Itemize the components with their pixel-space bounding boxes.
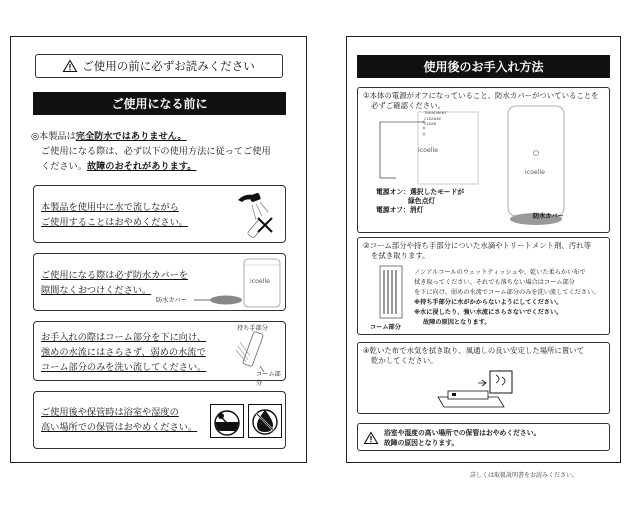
power-on-label: 電源オン：選択したモードが [376,188,465,196]
comb-illustration [372,266,412,322]
warning-icon-small [364,432,378,444]
intro-line1-bold: 完全防水ではありません。 [75,131,187,142]
box3-line1: お手入れの際はコーム部分を下に向け、 [41,332,207,343]
panel-label-clear: CLEAR [424,121,437,126]
power-on-label2: 緑色点灯 [408,197,436,205]
box2-line1: ご使用になる際は必ず防水カバーを [41,270,188,281]
right-page [346,36,621,463]
caution-box-running-water [33,185,286,243]
step1-line2: 必ずご確認ください。 [371,101,445,110]
left-page [10,36,307,463]
warning-title-box [35,54,283,78]
warning-line2: 故障の原因となります。 [384,439,459,447]
power-off-label: 電源オフ：消灯 [376,206,424,214]
cover-label-right: 防水カバー [533,213,564,220]
panel-label-treatment: TREATMENT [424,110,447,115]
comb-label: コーム部分 [256,371,281,387]
device-label-full: icoelle [525,169,545,176]
step2-line2: を拭き取ります。 [371,251,430,260]
device-full-illustration [498,98,578,228]
step2-desc2: 拭き取ってください。それでも落ちない場合はコーム部分 [414,279,575,286]
drying-illustration [438,367,548,413]
intro-line3-bold: 故障のおそれがあります。 [86,161,197,172]
step2-box [357,237,610,335]
box1-line1: 本製品を使用中に水で流しながら [41,202,179,213]
shower-no-icon [232,190,282,240]
storage-warning-box [357,423,610,451]
warning-title: ご使用の前に必ずお読みください [82,59,255,73]
step2-note1: ※持ち手部分に水がかからないようにしてください。 [414,299,563,306]
no-bath-icon [210,404,244,438]
step2-note2: ※水に浸したり、強い水流にさらさないでください。 [414,309,563,316]
warning-icon [63,60,77,72]
handle-label: 持ち手部分 [237,325,268,332]
no-humidity-icon [248,404,282,438]
step1-line1: ①本体の電源がオフになっていること、防水カバーがついていることを [363,91,599,100]
step2-desc3: を下に向け、弱めの水流でコーム部分のみを洗い流してください。 [414,289,600,296]
footer-note: 詳しくは取扱説明書をお読みください。 [470,472,579,479]
device-with-cover-illustration [194,255,284,311]
device-label-closeup: icoelle [418,147,438,154]
caution-box-waterproof-cover [33,253,286,311]
caution-box-storage [33,391,286,449]
warning-line1: 浴室や湿度の高い場所での保管はおやめください。 [384,429,541,437]
device-label: icoelle [250,278,270,285]
step2-note3: 故障の原因となります。 [423,319,491,326]
step3-box [357,342,610,414]
box3-line3: コーム部分のみを洗い流してください。 [41,362,207,373]
box2-line2: 隙間なくおつけください。 [41,285,152,296]
cover-label: 防水カバー [156,297,187,304]
box4-line2: 高い場所での保管はおやめください。 [41,422,198,433]
step3-line1: ④乾いた布で水気を拭き取り、風通しの良い安定した場所に置いて [363,346,584,355]
step1-box [357,87,610,233]
caution-box-care [33,321,286,387]
bullet: ◎ [31,131,40,142]
section-title-before-use: ご使用になる前に [33,92,286,115]
step2-desc1: ノンアルコールのウェットティッシュや、乾いた柔らかい布で [414,269,586,276]
section-title-after-use: 使用後のお手入れ方法 [357,55,610,78]
intro-line3-pre: ください。 [41,161,87,172]
box1-line2: ご使用することはおやめください。 [41,217,188,228]
intro-text [31,129,301,174]
intro-line2: ご使用になる際は、必ず以下の使用方法に従ってご使用 [41,146,271,157]
step3-line2: 乾かしてください。 [371,356,438,365]
box4-line1: ご使用後や保管時は浴室や湿度の [41,407,179,418]
step2-line1: ②コーム部分や持ち手部分についた水滴やトリートメント剤、汚れ等 [363,241,591,250]
intro-line1-pre: 本製品は [39,131,76,142]
box3-line2: 強めの水流にはさらさず、弱めの水流で [41,347,206,358]
panel-label-cleanse: CLEANSE [424,115,442,121]
rinse-comb-illustration [230,328,280,378]
comb-label-right: コーム部分 [370,324,401,331]
